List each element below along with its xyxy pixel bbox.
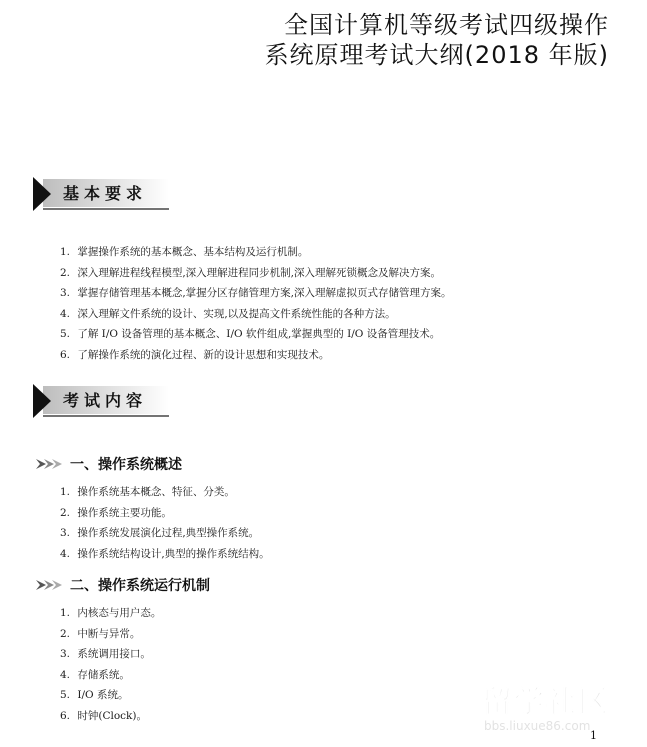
list-item: 5. 了解 I/O 设备管理的基本概念、I/O 软件组成,掌握典型的 I/O 设备管理技术。 [60,328,441,340]
page-number: 1 [590,729,597,742]
double-chevron-icon [36,457,66,471]
section-banner-exam [33,382,169,420]
list-item: 1. 掌握操作系统的基本概念、基本结构及运行机制。 [60,246,309,258]
watermark-logo [474,676,634,736]
section-heading-basic: 基本要求 [63,184,148,203]
list-item: 1. 内核态与用户态。 [60,607,162,619]
list-item: 4. 存储系统。 [60,668,130,681]
overview-list [60,482,270,564]
list-item: 2. 中断与异常。 [60,627,141,640]
runtime-list [60,603,161,726]
list-item: 1. 操作系统基本概念、特征、分类。 [60,486,235,498]
list-item: 5. I/O 系统。 [60,689,129,701]
list-item: 2. 深入理解进程线程模型,深入理解进程同步机制,深入理解死锁概念及解决方案。 [60,266,442,279]
section-heading-exam: 考试内容 [63,391,148,410]
double-chevron-icon [36,578,66,592]
list-item: 3. 掌握存储管理基本概念,掌握分区存储管理方案,深入理解虚拟页式存储管理方案。 [60,287,452,299]
document-title [265,10,609,70]
list-item: 4. 深入理解文件系统的设计、实现,以及提高文件系统性能的各种方法。 [60,307,396,320]
title-line-2: 系统原理考试大纲(2018 年版) [264,41,609,69]
list-item: 6. 了解操作系统的演化过程、新的设计思想和实现技术。 [60,348,330,361]
list-item: 4. 操作系统结构设计,典型的操作系统结构。 [60,547,270,560]
section-banner-basic [33,175,169,213]
subsection-heading-runtime: 二、操作系统运行机制 [36,575,210,595]
watermark-line-2: bbs.liuxue86.com [484,719,591,733]
basic-requirements-list [60,242,452,365]
list-item: 3. 系统调用接口。 [60,648,151,660]
list-item: 3. 操作系统发展演化过程,典型操作系统。 [60,527,260,539]
list-item: 6. 时钟(Clock)。 [60,709,147,722]
watermark-line-1: 留学社区 [482,685,610,720]
title-line-1: 全国计算机等级考试四级操作 [284,11,609,39]
subsection-heading-overview: 一、操作系统概述 [36,454,182,474]
list-item: 2. 操作系统主要功能。 [60,506,172,519]
